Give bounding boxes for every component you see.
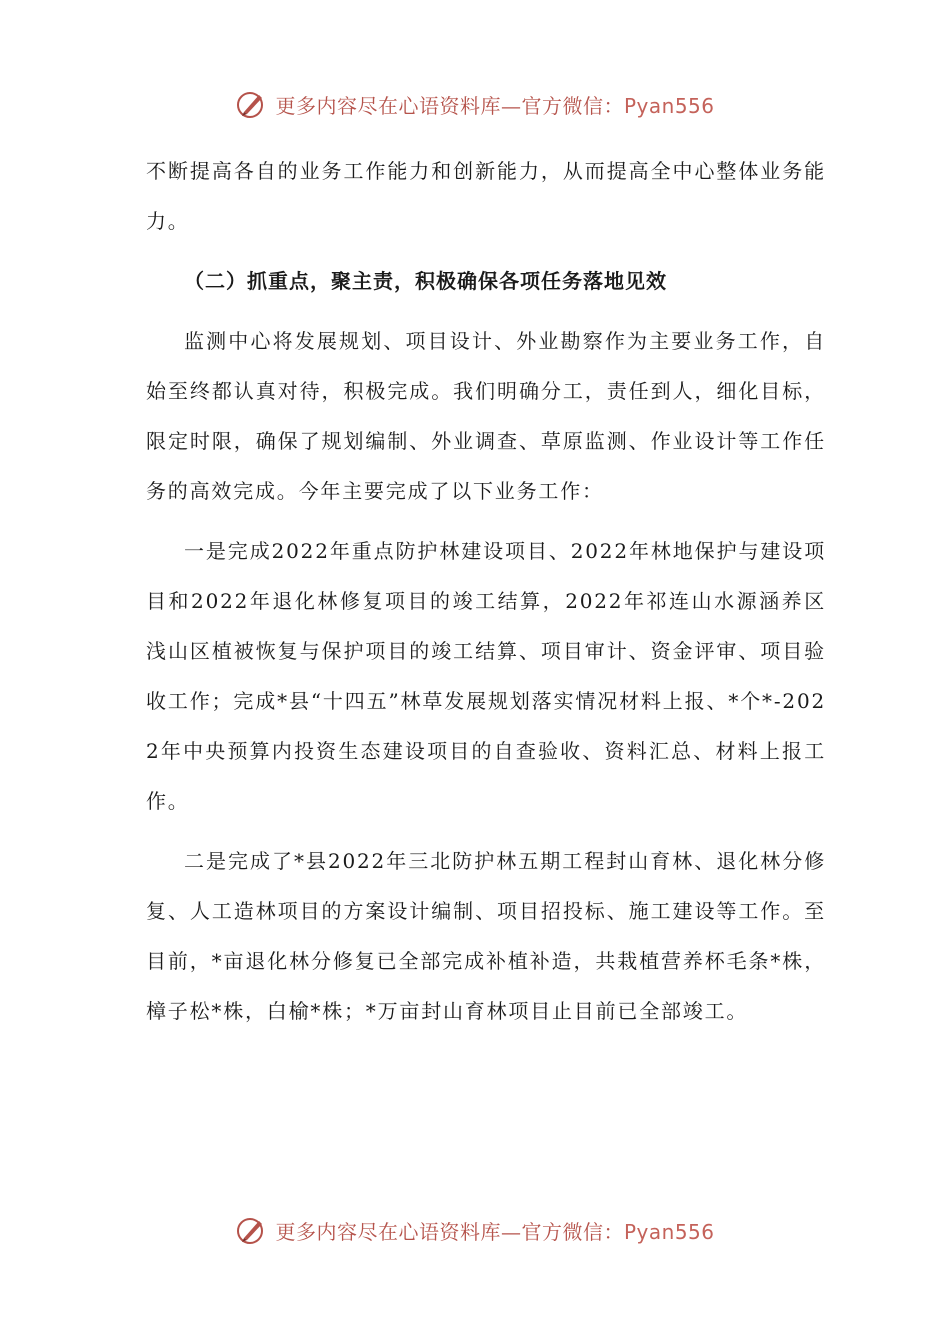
paragraph-continuation: 不断提高各自的业务工作能力和创新能力，从而提高全中心整体业务能力。	[146, 159, 826, 233]
pen-logo-icon	[235, 1214, 267, 1246]
paragraph-item-two: 二是完成了*县2022年三北防护林五期工程封山育林、退化林分修复、人工造林项目的方案设计编制、项目招投标、施工建设等工作。至目前，*亩退化林分修复已全部完成补植补造，共栽植营养杯毛条*株，樟子松*株，白榆*株；*万亩封山育林项目止目前已全部竣工。	[146, 849, 826, 1023]
section-heading: （二）抓重点，聚主责，积极确保各项任务落地见效	[184, 269, 667, 293]
paragraph-overview: 监测中心将发展规划、项目设计、外业勘察作为主要业务工作，自始至终都认真对待，积极完成。我们明确分工，责任到人，细化目标，限定时限，确保了规划编制、外业调查、草原监测、作业设计等工作任务的高效完成。今年主要完成了以下业务工作：	[146, 329, 826, 503]
paragraph-item-one: 一是完成2022年重点防护林建设项目、2022年林地保护与建设项目和2022年退化林修复项目的竣工结算，2022年祁连山水源涵养区浅山区植被恢复与保护项目的竣工结算、项目审计、资金评审、项目验收工作；完成*县“十四五”林草发展规划落实情况材料上报、*个*-2022年中央预算内投资生态建设项目的自查验收、资料汇总、材料上报工作。	[146, 539, 826, 813]
watermark-footer	[0, 1210, 950, 1250]
pen-logo-icon	[235, 88, 267, 120]
watermark-text: 更多内容尽在心语资料库—官方微信：Pyan556	[275, 93, 715, 118]
watermark-text: 更多内容尽在心语资料库—官方微信：Pyan556	[275, 1219, 715, 1244]
watermark-header	[0, 84, 950, 124]
document-body	[146, 146, 826, 1036]
